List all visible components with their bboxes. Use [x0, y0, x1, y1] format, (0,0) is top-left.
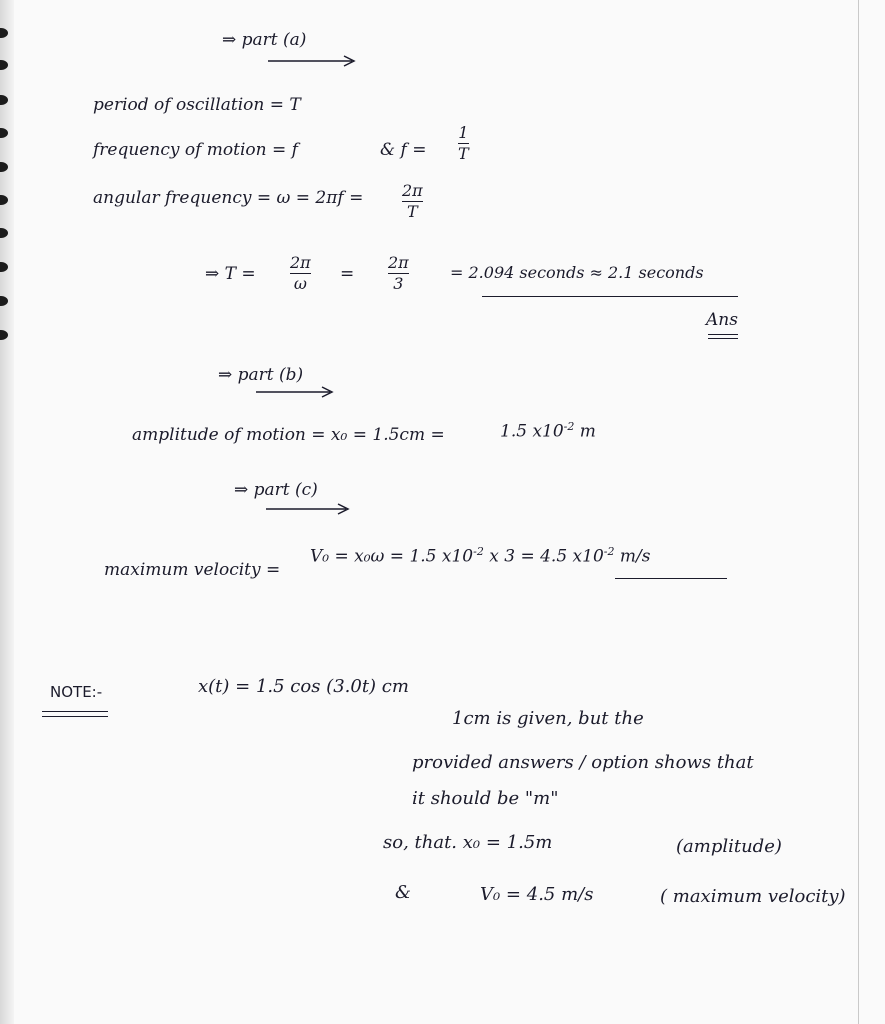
page-margin-line — [858, 0, 859, 1024]
angular-frequency-line: angular frequency = ω = 2πf = — [93, 188, 364, 208]
ans-underline — [708, 338, 738, 339]
note-line-3: it should be "m" — [412, 788, 559, 809]
frequency-line: frequency of motion = f — [93, 140, 298, 160]
fraction-numerator: 2π — [290, 253, 311, 272]
spiral-hole — [0, 162, 8, 172]
T-fraction-2 — [388, 254, 409, 293]
spiral-hole — [0, 28, 8, 38]
vmax-underline — [615, 578, 727, 579]
vmax-unit: m/s — [619, 546, 651, 567]
T-prefix: ⇒ T = — [205, 264, 256, 284]
note-line-5-prefix: & — [395, 882, 412, 903]
arrow-icon — [268, 55, 358, 67]
note-line-4-prefix: so, that. x₀ = 1.5m — [383, 832, 553, 853]
T-fraction-1 — [290, 254, 311, 293]
fraction-denominator: T — [458, 144, 469, 163]
note-underline — [42, 711, 108, 712]
spiral-hole — [0, 262, 8, 272]
max-velocity-label: maximum velocity = — [104, 560, 281, 580]
note-label: NOTE:- — [50, 683, 103, 701]
spiral-hole — [0, 60, 8, 70]
arrow-icon — [256, 386, 336, 398]
spiral-hole — [0, 95, 8, 105]
amplitude-value — [500, 420, 596, 442]
angular-frequency-fraction — [402, 182, 423, 221]
spiral-hole — [0, 296, 8, 306]
note-line-1: 1cm is given, but the — [452, 708, 644, 729]
result-underline — [482, 296, 738, 297]
T-result: = 2.094 seconds ≈ 2.1 seconds — [450, 263, 704, 282]
note-underline — [42, 716, 108, 717]
period-line: period of oscillation = T — [93, 95, 301, 115]
fraction-denominator: ω — [293, 274, 307, 293]
note-line-2: provided answers / option shows that — [412, 752, 754, 773]
spiral-hole — [0, 228, 8, 238]
arrow-icon — [266, 502, 352, 516]
note-equation: x(t) = 1.5 cos (3.0t) cm — [198, 676, 409, 697]
part-a-heading: ⇒ part (a) — [222, 30, 307, 50]
freq-relation-prefix: & f = — [380, 140, 427, 160]
amplitude-line: amplitude of motion = x₀ = 1.5cm = — [132, 425, 445, 445]
vmax-exponent: -2 — [603, 545, 615, 558]
equals-sign: = — [340, 264, 355, 284]
ans-label: Ans — [706, 310, 738, 330]
amplitude-mantissa: 1.5 x10 — [500, 421, 564, 442]
note-line-5-suffix: ( maximum velocity) — [660, 886, 846, 907]
part-c-heading: ⇒ part (c) — [234, 480, 318, 500]
vmax-expr: V₀ = x₀ω = 1.5 x10 — [310, 546, 474, 567]
amplitude-exponent: -2 — [563, 420, 575, 433]
vmax-exponent: -2 — [473, 545, 484, 558]
fraction-numerator: 2π — [388, 253, 409, 272]
fraction-numerator: 2π — [402, 181, 423, 200]
freq-relation-fraction — [458, 124, 469, 163]
spiral-hole — [0, 128, 8, 138]
notebook-spiral — [0, 0, 14, 1024]
amplitude-unit: m — [579, 421, 596, 442]
spiral-hole — [0, 195, 8, 205]
note-line-5-value: V₀ = 4.5 m/s — [480, 884, 594, 905]
spiral-hole — [0, 330, 8, 340]
fraction-denominator: 3 — [393, 274, 404, 293]
max-velocity-expression — [310, 545, 650, 567]
vmax-mid: x 3 = 4.5 x10 — [489, 546, 604, 567]
fraction-numerator: 1 — [458, 123, 469, 142]
fraction-denominator: T — [407, 202, 418, 221]
ans-underline — [708, 334, 738, 335]
part-b-heading: ⇒ part (b) — [218, 365, 304, 385]
note-line-4-suffix: (amplitude) — [676, 836, 782, 857]
